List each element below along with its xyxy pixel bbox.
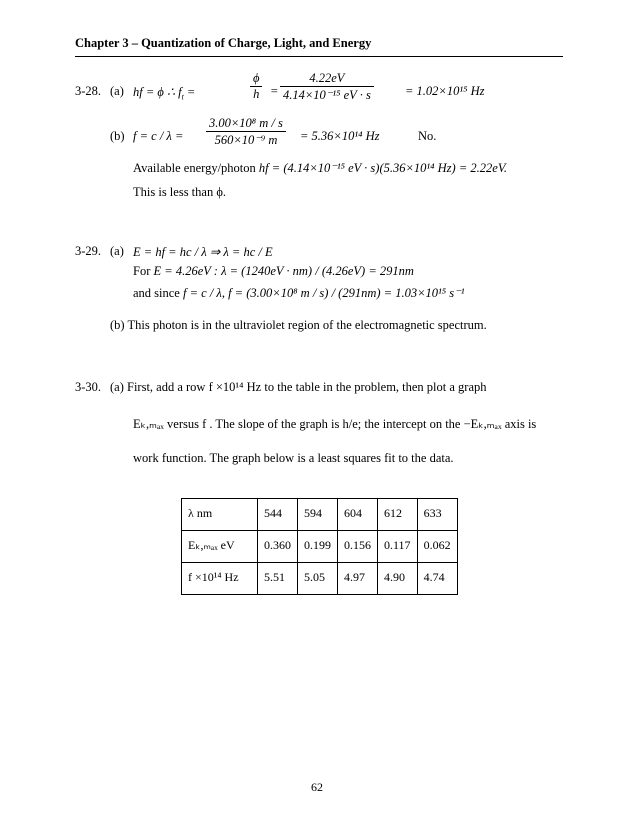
table-cell: 0.156 xyxy=(338,531,378,563)
header-rule xyxy=(75,56,563,57)
result-ft: = 1.02×10¹⁵ Hz xyxy=(405,84,485,98)
table-cell: 604 xyxy=(338,499,378,531)
row-label: λ nm xyxy=(182,499,258,531)
p330-line3: work function. The graph below is a least squares fit to the data. xyxy=(133,451,454,465)
available-energy-line: Available energy/photon hf = (4.14×10⁻¹⁵ eV · s)(5.36×10¹⁴ Hz) = 2.22eV. xyxy=(133,161,507,175)
table-cell: 633 xyxy=(417,499,457,531)
fraction-energy: $\frac{4.22eV}{\text{4.14×10⁻¹⁵ eV · s}}$ xyxy=(280,71,374,103)
table-cell: 594 xyxy=(298,499,338,531)
table-row xyxy=(182,531,458,563)
table-cell: 0.117 xyxy=(378,531,418,563)
problem-number-3-30: 3-30. xyxy=(75,380,102,394)
table-cell: 5.51 xyxy=(258,563,298,595)
chapter-header: Chapter 3 – Quantization of Charge, Light, and Energy xyxy=(75,36,372,50)
eq-hf-phi: hf = ϕ ∴ $f_t$ = xyxy=(133,85,196,102)
row-label: Eₖ,ₘₐₓ eV xyxy=(182,531,258,563)
table-cell: 544 xyxy=(258,499,298,531)
equals-sign: = xyxy=(270,84,279,98)
p330-line1: (a) First, add a row f ×10¹⁴ Hz to the table in the problem, then plot a graph xyxy=(110,380,487,394)
less-than-phi: This is less than ϕ. xyxy=(133,185,227,199)
eq-f-c-lambda: f = c / λ = xyxy=(133,129,184,143)
frequency-calc-line: and since f = c / λ, f = (3.00×10⁸ m / s) / (291nm) = 1.03×10¹⁵ s⁻¹ xyxy=(133,286,465,300)
row-label: f ×10¹⁴ Hz xyxy=(182,563,258,595)
eq-e-hf: E = hf = hc / λ ⇒ λ = hc / E xyxy=(133,245,273,259)
table-row xyxy=(182,499,458,531)
table-cell: 4.90 xyxy=(378,563,418,595)
table-cell: 612 xyxy=(378,499,418,531)
table-cell: 5.05 xyxy=(298,563,338,595)
data-table xyxy=(181,498,458,595)
table-row xyxy=(182,563,458,595)
part-a-label-329: (a) xyxy=(110,244,124,258)
part-a-label: (a) xyxy=(110,84,124,98)
part-b-label: (b) xyxy=(110,129,125,143)
part-b-329: (b) This photon is in the ultraviolet region of the electromagnetic spectrum. xyxy=(110,318,487,332)
table-cell: 4.74 xyxy=(417,563,457,595)
page-number: 62 xyxy=(311,780,323,794)
fraction-c-over-lambda: $\frac{\text{3.00×10⁸ m / s}}{\text{560×10⁻⁹ m}}$ xyxy=(206,116,286,148)
result-f: = 5.36×10¹⁴ Hz xyxy=(300,129,380,143)
answer-no: No. xyxy=(418,129,437,143)
fraction-phi-over-h: $\frac{\phi}{h}$ xyxy=(250,71,262,102)
table-cell: 0.199 xyxy=(298,531,338,563)
table-cell: 0.360 xyxy=(258,531,298,563)
table-cell: 0.062 xyxy=(417,531,457,563)
lambda-calc-line: For E = 4.26eV : λ = (1240eV · nm) / (4.26eV) = 291nm xyxy=(133,264,414,278)
problem-number-3-29: 3-29. xyxy=(75,244,102,258)
problem-number-3-28: 3-28. xyxy=(75,84,102,98)
table-cell: 4.97 xyxy=(338,563,378,595)
p330-line2: Eₖ,ₘₐₓ versus f . The slope of the graph is h/e; the intercept on the −Eₖ,ₘₐₓ axis is xyxy=(133,417,537,431)
